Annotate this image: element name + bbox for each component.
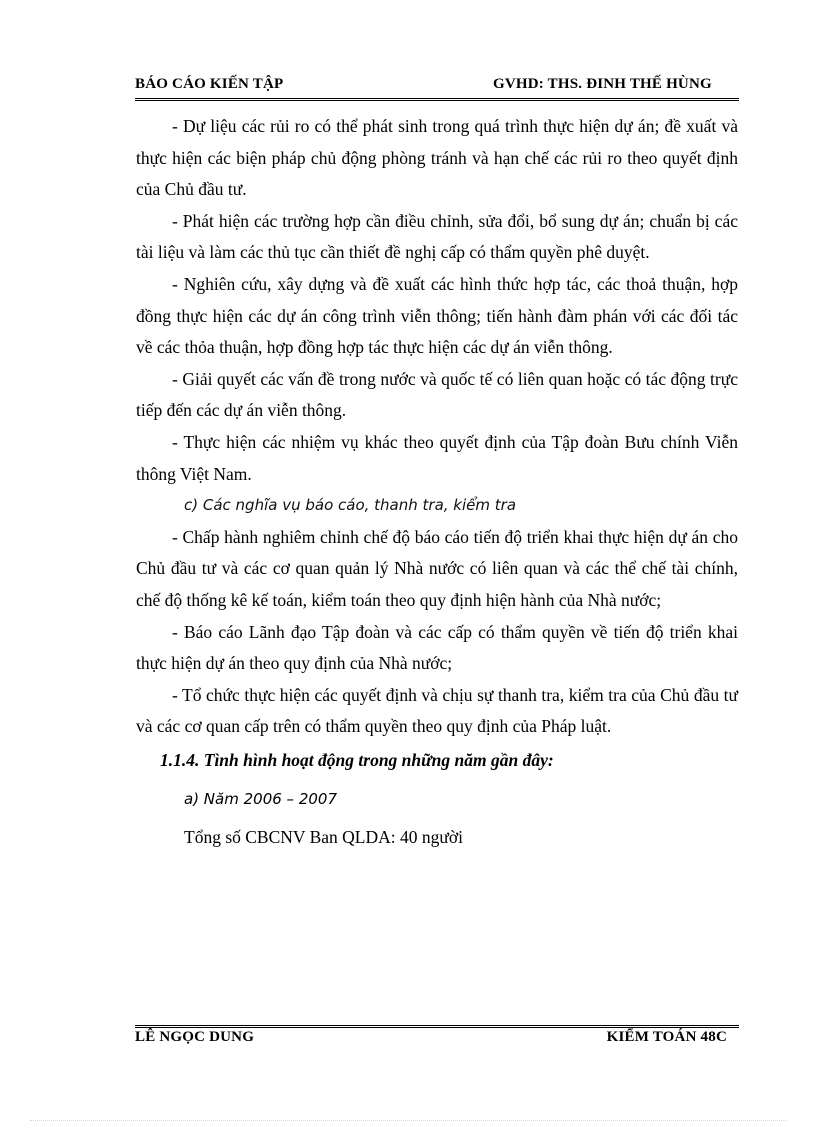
header-report-title: BÁO CÁO KIẾN TẬP (135, 76, 284, 92)
header-instructor: GVHD: THS. ĐINH THẾ HÙNG (493, 76, 712, 92)
section-heading: 1.1.4. Tình hình hoạt động trong những năm gần đây: (160, 749, 554, 770)
subheading-a: a) Năm 2006 – 2007 (184, 790, 337, 809)
paragraph: - Phát hiện các trường hợp cần điều chỉnh, sửa đổi, bổ sung dự án; chuẩn bị các tài liệu và làm các thủ tục cần thiết đề nghị cấp có thẩm quyền phê duyệt. (136, 210, 738, 263)
paragraph: - Tổ chức thực hiện các quyết định và chịu sự thanh tra, kiểm tra của Chủ đầu tư và các cơ quan cấp trên có thẩm quyền theo quy định của Pháp luật. (136, 684, 738, 737)
staff-count-line: Tổng số CBCNV Ban QLDA: 40 người (184, 827, 463, 848)
page-header (135, 76, 739, 96)
paragraph: - Giải quyết các vấn đề trong nước và quốc tế có liên quan hoặc có tác động trực tiếp đến các dự án viễn thông. (136, 368, 738, 421)
header-divider (135, 98, 739, 101)
page-edge-divider (30, 1120, 786, 1121)
paragraph: - Thực hiện các nhiệm vụ khác theo quyết định của Tập đoàn Bưu chính Viễn thông Việt Nam. (136, 431, 738, 484)
page-footer (135, 1029, 739, 1049)
paragraph: - Chấp hành nghiêm chỉnh chế độ báo cáo tiến độ triển khai thực hiện dự án cho Chủ đầu tư và các cơ quan quản lý Nhà nước có liên quan và các thể chế tài chính, chế độ thống kê kế toán, kiểm toán theo quy định hiện hành của Nhà nước; (136, 526, 738, 610)
document-body (136, 111, 738, 854)
paragraph: - Nghiên cứu, xây dựng và đề xuất các hình thức hợp tác, các thoả thuận, hợp đồng thực hiện các dự án công trình viễn thông; tiến hành đàm phán với các đối tác về các thỏa thuận, hợp đồng hợp tác thực hiện các dự án viễn thông. (136, 273, 738, 358)
footer-divider (135, 1025, 739, 1028)
paragraph: - Dự liệu các rủi ro có thể phát sinh trong quá trình thực hiện dự án; đề xuất và thực hiện các biện pháp chủ động phòng tránh và hạn chế các rủi ro theo quyết định của Chủ đầu tư. (136, 116, 738, 200)
footer-class: KIỂM TOÁN 48C (606, 1029, 727, 1045)
paragraph: - Báo cáo Lãnh đạo Tập đoàn và các cấp có thẩm quyền về tiến độ triển khai thực hiện dự án theo quy định của Nhà nước; (136, 621, 738, 674)
subheading-c: c) Các nghĩa vụ báo cáo, thanh tra, kiểm tra (184, 496, 517, 515)
footer-author: LÊ NGỌC DUNG (135, 1029, 255, 1045)
